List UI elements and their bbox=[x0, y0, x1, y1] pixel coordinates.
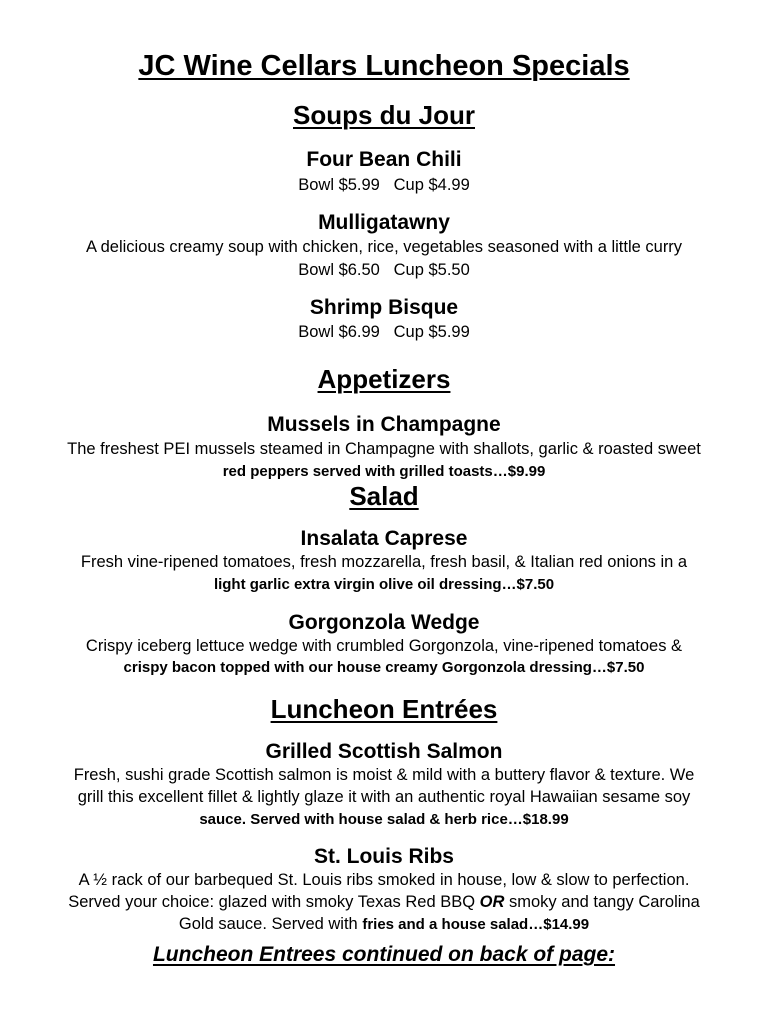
bowl-price: Bowl $6.50 bbox=[298, 261, 380, 279]
item-description-line-price: crispy bacon topped with our house creamy Gorgonzola dressing…$7.50 bbox=[123, 659, 645, 676]
cup-price: Cup $4.99 bbox=[393, 176, 470, 194]
cup-price: Cup $5.99 bbox=[393, 323, 470, 341]
price-line bbox=[0, 323, 768, 342]
item-description-line-price: light garlic extra virgin olive oil dressing…$7.50 bbox=[213, 576, 555, 593]
item-description-line: The freshest PEI mussels steamed in Champagne with shallots, garlic & roasted sweet bbox=[67, 440, 701, 458]
item-name-gorgonzola-wedge: Gorgonzola Wedge bbox=[288, 611, 480, 634]
text-span: Served your choice: glazed with smoky Texas Red BBQ bbox=[68, 893, 480, 911]
item-description: A delicious creamy soup with chicken, rice, vegetables seasoned with a little curry bbox=[85, 238, 683, 256]
price-line bbox=[0, 176, 768, 195]
item-name-salmon: Grilled Scottish Salmon bbox=[265, 740, 503, 763]
text-span: smoky and tangy Carolina bbox=[504, 893, 700, 911]
bowl-price: Bowl $6.99 bbox=[298, 323, 380, 341]
item-name-mulligatawny: Mulligatawny bbox=[318, 211, 450, 234]
item-description-line-price: sauce. Served with house salad & herb rice…$18.99 bbox=[199, 811, 569, 828]
item-description-line: A ½ rack of our barbequed St. Louis ribs smoked in house, low & slow to perfection. bbox=[78, 871, 690, 889]
item-description-line bbox=[0, 915, 768, 934]
item-description-line: Fresh vine-ripened tomatoes, fresh mozzarella, fresh basil, & Italian red onions in a bbox=[80, 553, 688, 571]
item-description-line-price: red peppers served with grilled toasts…$9.99 bbox=[222, 463, 546, 480]
item-name-shrimp-bisque: Shrimp Bisque bbox=[309, 296, 459, 319]
item-description-line: Crispy iceberg lettuce wedge with crumbled Gorgonzola, vine-ripened tomatoes & bbox=[85, 637, 683, 655]
cup-price: Cup $5.50 bbox=[393, 261, 470, 279]
item-name-four-bean-chili: Four Bean Chili bbox=[306, 148, 462, 171]
section-heading-appetizers: Appetizers bbox=[317, 364, 451, 394]
item-description-line: grill this excellent fillet & lightly glaze it with an authentic royal Hawaiian sesame soy bbox=[77, 788, 691, 806]
menu-title: JC Wine Cellars Luncheon Specials bbox=[138, 50, 630, 82]
continued-note: Luncheon Entrees continued on back of page: bbox=[152, 943, 616, 966]
item-name-insalata-caprese: Insalata Caprese bbox=[300, 527, 468, 550]
price-line bbox=[0, 261, 768, 280]
item-description-line: Fresh, sushi grade Scottish salmon is moist & mild with a buttery flavor & texture. We bbox=[73, 766, 695, 784]
price-span: fries and a house salad…$14.99 bbox=[362, 916, 590, 933]
section-heading-entrees: Luncheon Entrées bbox=[270, 694, 498, 724]
item-description-line bbox=[0, 893, 768, 912]
bowl-price: Bowl $5.99 bbox=[298, 176, 380, 194]
item-name-mussels: Mussels in Champagne bbox=[267, 413, 501, 436]
text-span: Gold sauce. Served with bbox=[178, 915, 363, 933]
item-name-ribs: St. Louis Ribs bbox=[313, 845, 454, 868]
section-heading-soups: Soups du Jour bbox=[293, 100, 475, 130]
emphasis-or: OR bbox=[479, 893, 505, 911]
section-heading-salad: Salad bbox=[349, 481, 419, 511]
